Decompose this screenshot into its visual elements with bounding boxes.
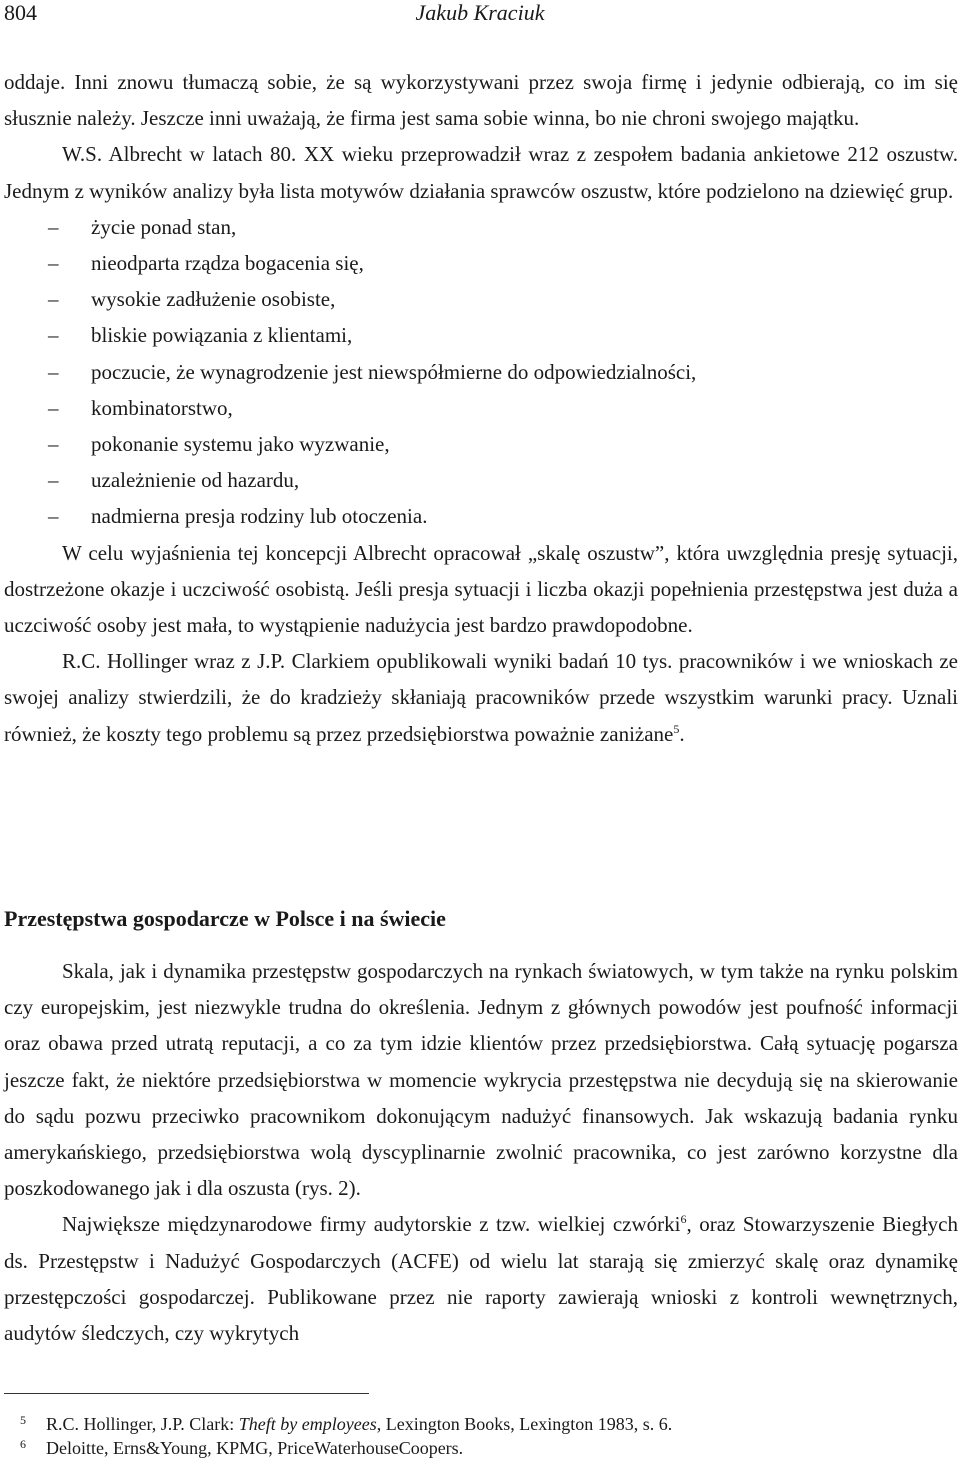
running-head: Jakub Kraciuk [415,0,545,25]
page-header [4,0,956,30]
page-number: 804 [4,0,37,25]
paragraph-big-four: Największe międzynarodowe firmy audytorskie z tzw. wielkiej czwórki$^6$, oraz Stowarzyszenie Biegłych ds. Przestępstw i Nadużyć Gospodarczych (ACFE) od wielu lat starają się zmierzyć skalę oraz dynamikę przestępczości gospodarczej. Publikowane przez nie raporty zawierają wnioski z kontroli wewnętrznych, audytów śledczych, czy wykrytych [4,1212,958,1346]
book-title: Theft by employees [238,1414,377,1434]
list-item: – uzależnienie od hazardu, [4,462,958,498]
dash-bullet: – [48,323,59,348]
dash-bullet: – [48,395,59,420]
footnote-5: 5 R.C. Hollinger, J.P. Clark: Theft by employees, Lexington Books, Lexington 1983, s. 6. [4,1412,954,1436]
body-section-1 [4,64,958,752]
list-item: – kombinatorstwo, [4,390,958,426]
dash-bullet: – [48,214,59,239]
paragraph-albrecht: W.S. Albrecht w latach 80. XX wieku przeprowadził wraz z zespołem badania ankietowe 212 oszustw. Jednym z wyników analizy była lista motywów działania sprawców oszustw, które podzielono na dziewięć grup. [4,142,958,203]
footnote-mark: 6 [20,1437,26,1451]
paragraph-scale: Skala, jak i dynamika przestępstw gospodarczych na rynkach światowych, w tym także na rynku polskim czy europejskim, jest niezwykle trudna do określenia. Jednym z głównych powodów jest poufność informacji oraz obawa przed utratą reputacji, a co za tym idzie klientów przez przedsiębiorstwa. Całą sytuację pogarsza jeszcze fakt, że niektóre przedsiębiorstwa w momencie wykrycia przestępstwa nie decydują się na skierowanie do sądu pozwu przeciwko pracownikom dokonującym nadużyć finansowych. Jak wskazują badania rynku amerykańskiego, przedsiębiorstwa wolą dyscyplinarnie zwolnić pracownika, co jest zarówno korzystne dla poszkodowanego jak i dla oszusta (rys. 2). [4,959,958,1201]
section-heading: Przestępstwa gospodarcze w Polsce i na świecie [4,906,446,931]
dash-bullet: – [48,287,59,312]
list-item: – bliskie powiązania z klientami, [4,317,958,353]
list-item: – poczucie, że wynagrodzenie jest niewspółmierne do odpowiedzialności, [4,354,958,390]
list-item: – życie ponad stan, [4,209,958,245]
footnote-ref-5: 5 [673,721,680,736]
dash-bullet: – [48,359,59,384]
paragraph-hollinger: R.C. Hollinger wraz z J.P. Clarkiem opublikowali wyniki badań 10 tys. pracowników i we wnioskach ze swojej analizy stwierdzili, że do kradzieży skłaniają pracowników przede wszystkim warunki pracy. Uznali również, że koszty tego problemu są przez przedsiębiorstwa poważnie zaniżane$^5$. [4,649,958,746]
paragraph-continuation: oddaje. Inni znowu tłumaczą sobie, że są wykorzystywani przez swoja firmę i jedynie odbierają, co im się słusznie należy. Jeszcze inni uważają, że firma jest sama sobie winna, bo nie chroni swojego majątku. [4,70,958,131]
paragraph-fraud-scale: W celu wyjaśnienia tej koncepcji Albrecht opracował „skalę oszustw”, która uwzględnia presję sytuacji, dostrzeżone okazje i uczciwość osobistą. Jeśli presja sytuacji i liczba okazji popełnienia przestępstwa jest duża a uczciwość osoby jest mała, to wystąpienie nadużycia jest bardzo prawdopodobne. [4,540,958,638]
dash-bullet: – [48,504,59,529]
motives-list [4,209,958,535]
dash-bullet: – [48,251,59,276]
dash-bullet: – [48,468,59,493]
list-item: – nadmierna presja rodziny lub otoczenia. [4,498,958,534]
footnote-mark: 5 [20,1413,26,1427]
dash-bullet: – [48,432,59,457]
body-section-2 [4,953,958,1351]
list-item: – pokonanie systemu jako wyzwanie, [4,426,958,462]
footnotes [4,1412,954,1460]
footnote-6: 6 Deloitte, Erns&Young, KPMG, PriceWaterhouseCoopers. [4,1436,954,1460]
list-item: – wysokie zadłużenie osobiste, [4,281,958,317]
footnote-ref-6: 6 [680,1212,687,1227]
footnote-separator [4,1393,369,1394]
list-item: – nieodparta rządza bogacenia się, [4,245,958,281]
